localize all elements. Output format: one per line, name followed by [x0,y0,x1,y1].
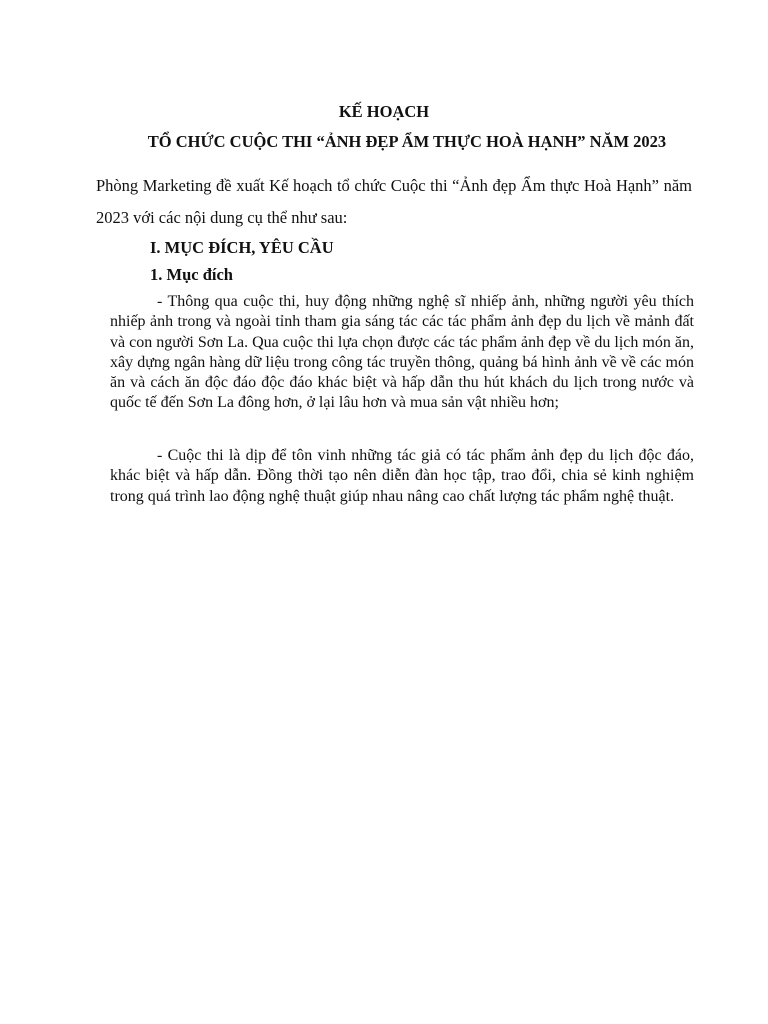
document-subtitle: TỔ CHỨC CUỘC THI “ẢNH ĐẸP ẨM THỰC HOÀ HẠNH” NĂM 2023 [147,132,667,151]
body-paragraph: - Cuộc thi là dịp để tôn vinh những tác giả có tác phẩm ảnh đẹp du lịch độc đáo, khác biệt và hấp dẫn. Đồng thời tạo nên diễn đàn học tập, trao đổi, chia sẻ kinh nghiệm trong quá trình lao động nghệ thuật giúp nhau nâng cao chất lượng tác phẩm nghệ thuật. [110,447,694,505]
document-title: KẾ HOẠCH [338,102,430,121]
section-heading: I. MỤC ĐÍCH, YÊU CẦU [150,238,334,257]
subsection-heading: 1. Mục đích [150,265,233,284]
intro-paragraph: Phòng Marketing đề xuất Kế hoạch tổ chức Cuộc thi “Ảnh đẹp Ẩm thực Hoà Hạnh” năm 2023 với các nội dung cụ thể như sau: [96,176,692,227]
body-paragraph: - Thông qua cuộc thi, huy động những nghệ sĩ nhiếp ảnh, những người yêu thích nhiếp ảnh trong và ngoài tỉnh tham gia sáng tác các tác phẩm ảnh đẹp du lịch về mảnh đất và con người Sơn La. Qua cuộc thi lựa chọn được các tác phẩm ảnh đẹp về du lịch món ăn, xây dựng ngân hàng dữ liệu trong công tác truyền thông, quảng bá hình ảnh về về các món ăn và cách ăn độc đáo độc đáo khác biệt và hấp dẫn thu hút khách du lịch trong nước và quốc tế đến Sơn La đông hơn, ở lại lâu hơn và mua sản vật nhiều hơn; [110,293,694,412]
